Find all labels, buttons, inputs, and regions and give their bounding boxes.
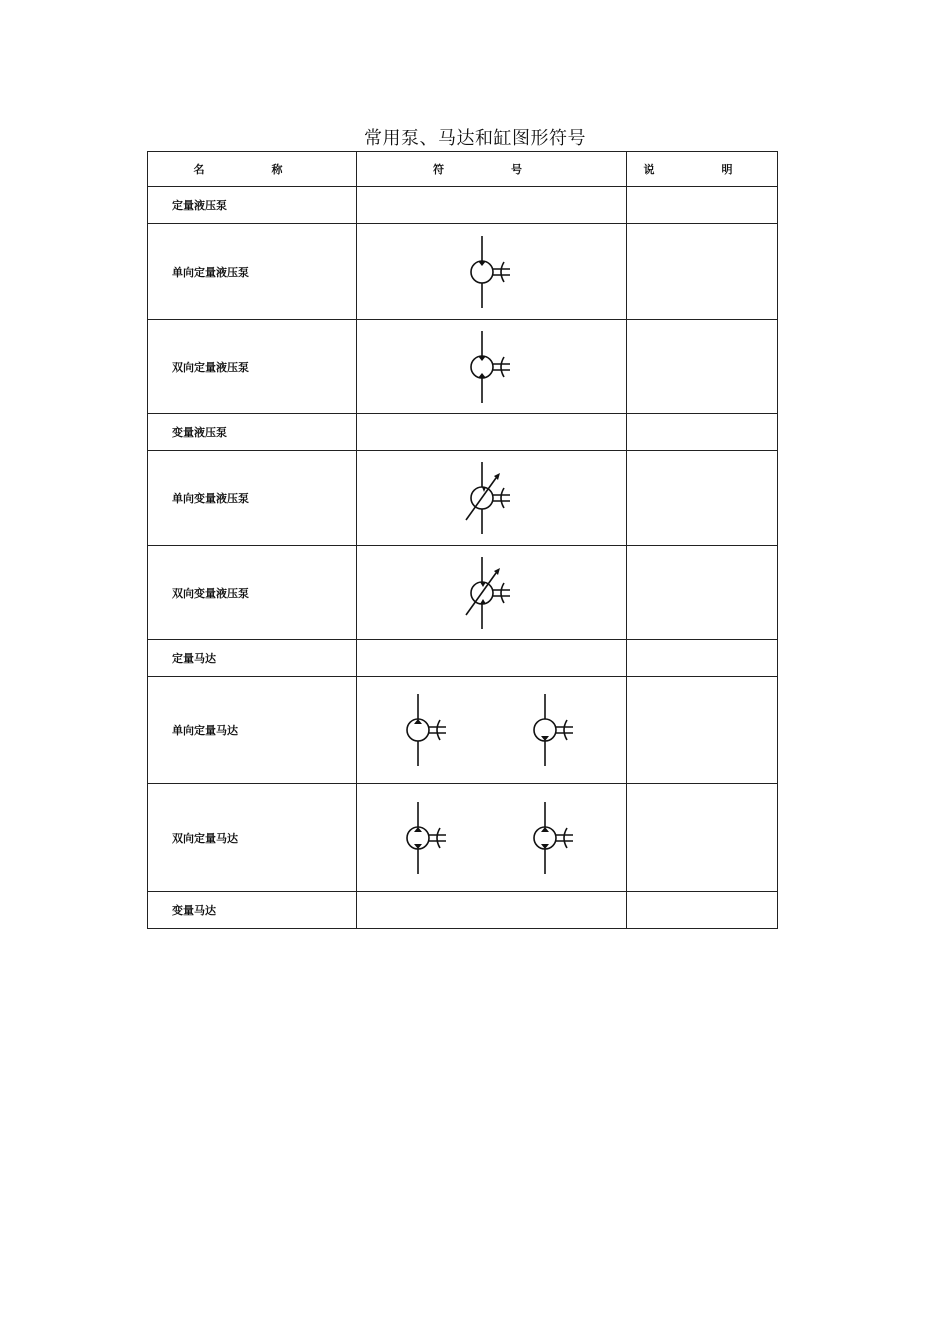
symbol-cell — [357, 784, 627, 892]
row-name: 双向变量液压泵 — [148, 546, 357, 640]
pump-bidirectional-fixed-icon — [452, 329, 532, 405]
row-name: 定量液压泵 — [148, 187, 357, 224]
note-cell — [627, 784, 778, 892]
motor-unidirectional-fixed-icon — [515, 692, 595, 768]
row-name: 双向定量马达 — [148, 784, 357, 892]
symbol-cell — [357, 414, 627, 451]
symbol-cell — [357, 187, 627, 224]
table-header-row — [148, 152, 778, 187]
pump-unidirectional-fixed-icon — [452, 234, 532, 310]
table-row — [148, 784, 778, 892]
note-cell — [627, 187, 778, 224]
table-row — [148, 320, 778, 414]
note-cell — [627, 320, 778, 414]
note-cell — [627, 224, 778, 320]
row-name: 变量液压泵 — [148, 414, 357, 451]
motor-unidirectional-fixed-icon — [388, 692, 468, 768]
note-cell — [627, 451, 778, 546]
header-symbol: 符 号 — [357, 152, 627, 187]
note-cell — [627, 892, 778, 929]
note-cell — [627, 414, 778, 451]
pump-unidirectional-variable-icon — [452, 460, 532, 536]
row-name: 单向变量液压泵 — [148, 451, 357, 546]
table-row — [148, 451, 778, 546]
symbol-cell — [357, 320, 627, 414]
note-cell — [627, 677, 778, 784]
note-cell — [627, 546, 778, 640]
pump-bidirectional-variable-icon — [452, 555, 532, 631]
header-note: 说 明 — [627, 152, 778, 187]
table-row — [148, 224, 778, 320]
header-name: 名 称 — [148, 152, 357, 187]
symbol-table — [147, 151, 778, 929]
page-title: 常用泵、马达和缸图形符号 — [364, 128, 586, 149]
table-row — [148, 892, 778, 929]
table-row — [148, 414, 778, 451]
table-row — [148, 677, 778, 784]
note-cell — [627, 640, 778, 677]
row-name: 双向定量液压泵 — [148, 320, 357, 414]
symbol-cell — [357, 546, 627, 640]
row-name: 单向定量马达 — [148, 677, 357, 784]
table-row — [148, 640, 778, 677]
table-row — [148, 187, 778, 224]
symbol-cell — [357, 224, 627, 320]
motor-bidirectional-fixed-icon — [388, 800, 468, 876]
symbol-cell — [357, 892, 627, 929]
motor-bidirectional-fixed-icon — [515, 800, 595, 876]
symbol-cell — [357, 677, 627, 784]
symbol-cell — [357, 451, 627, 546]
row-name: 定量马达 — [148, 640, 357, 677]
table-row — [148, 546, 778, 640]
row-name: 单向定量液压泵 — [148, 224, 357, 320]
symbol-cell — [357, 640, 627, 677]
row-name: 变量马达 — [148, 892, 357, 929]
